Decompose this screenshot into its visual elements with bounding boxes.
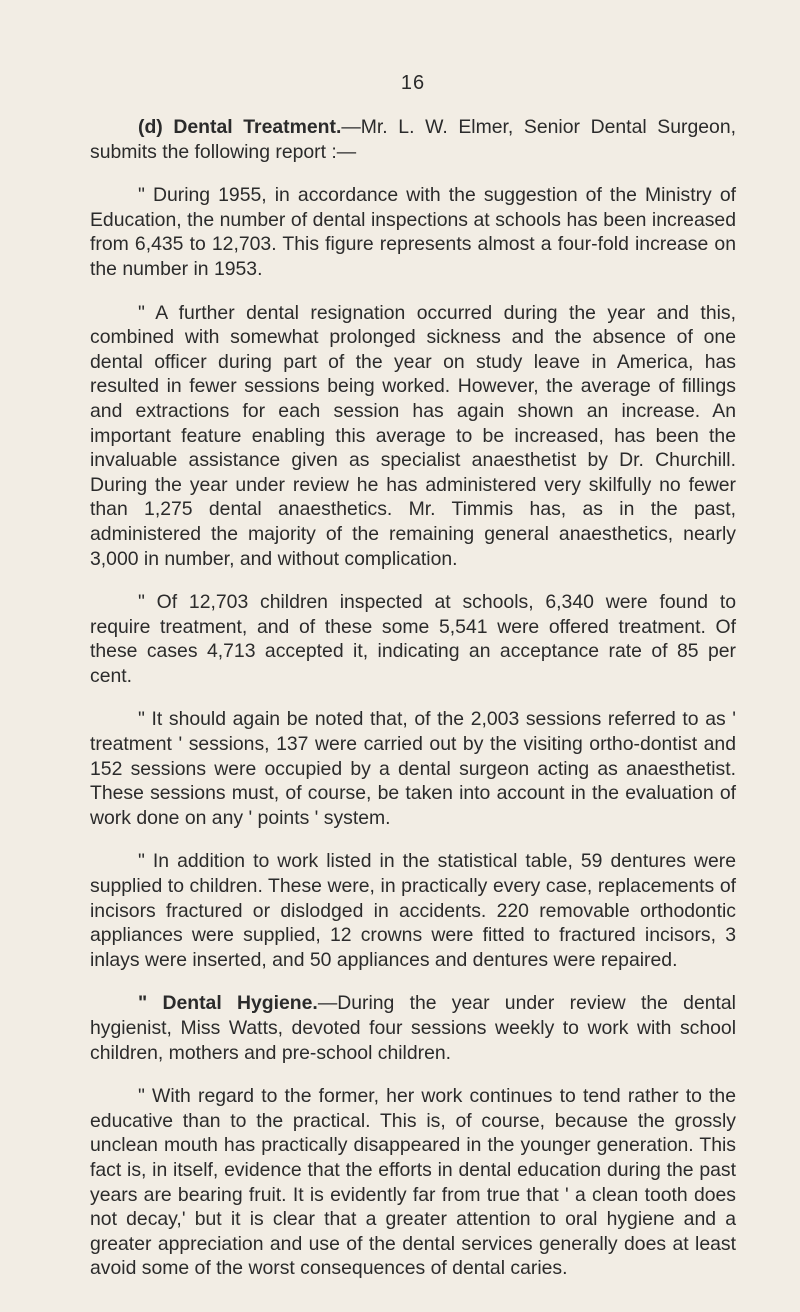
paragraph-text: " With regard to the former, her work continues to tend rather to the educative than to the practical. This is, of course, because the grossly unclean mouth has practically disappeared in the younger generation. This fact is, in itself, evidence that the efforts in dental education during the past years are bearing fruit. It is evidently far from true that ' a clean tooth does not decay,' but it is clear that a greater attention to oral hygiene and a greater appreciation and use of the dental services generally does at least avoid some of the worst consequences of dental caries. — [90, 1085, 736, 1280]
section-heading-dental-hygiene: " Dental Hygiene. — [138, 992, 318, 1015]
paragraph-text: " Of 12,703 children inspected at schools, 6,340 were found to require treatment, and of these some 5,541 were offered treatment. Of these cases 4,713 accepted it, indicating an acceptance rate of 85 per cent. — [90, 591, 736, 687]
paragraph-text: " During 1955, in accordance with the suggestion of the Ministry of Education, the number of dental inspections at schools has been increased from 6,435 to 12,703. This figure represents almost a four-fold increase on the number in 1953. — [90, 184, 736, 280]
paragraph-text: " A further dental resignation occurred during the year and this, combined with somewhat prolonged sickness and the absence of one dental officer during part of the year on study leave in America, has resulted in fewer sessions being worked. However, the average of fillings and extractions for each session has again shown an increase. An important feature enabling this average to be increased, has been the invaluable assistance given as specialist anaesthetist by Dr. Churchill. During the year under review he has administered very skilfully no fewer than 1,275 dental anaesthetics. Mr. Timmis has, as in the past, administered the majority of the remaining general anaesthetics, nearly 3,000 in number, and without complication. — [90, 301, 736, 570]
paragraph-resignation — [90, 301, 736, 572]
paragraph-text: —Mr. L. W. Elmer, Senior Dental Surgeon, submits the following report :— — [90, 116, 736, 163]
paragraph-text: —During the year under review the dental hygienist, Miss Watts, devoted four sessions weekly to work with school children, mothers and pre-school children. — [90, 992, 736, 1064]
paragraph-inspections — [90, 183, 736, 281]
paragraph-sessions — [90, 707, 736, 830]
paragraph-educative — [90, 1084, 736, 1281]
paragraph-text: " It should again be noted that, of the 2,003 sessions referred to as ' treatment ' sessions, 137 were carried out by the visiting ortho-dontist and 152 sessions were occupied by a dental surgeon acting as anaesthetist. These sessions must, of course, be taken into account in the evaluation of work done on any ' points ' system. — [90, 708, 736, 829]
page-number: 16 — [400, 72, 426, 94]
section-heading-dental-treatment: (d) Dental Treatment. — [138, 116, 342, 138]
paragraph-children-inspected — [90, 590, 736, 688]
paragraph-dentures — [90, 849, 736, 972]
paragraph-dental-hygiene — [90, 991, 736, 1065]
document-page — [90, 72, 736, 1300]
paragraph-dental-treatment — [90, 115, 736, 164]
paragraph-text: " In addition to work listed in the statistical table, 59 dentures were supplied to children. These were, in practically every case, replacements of incisors fractured or dislodged in accidents. 220 removable orthodontic appliances were supplied, 12 crowns were fitted to fractured incisors, 3 inlays were inserted, and 50 appliances and dentures were repaired. — [90, 850, 736, 971]
